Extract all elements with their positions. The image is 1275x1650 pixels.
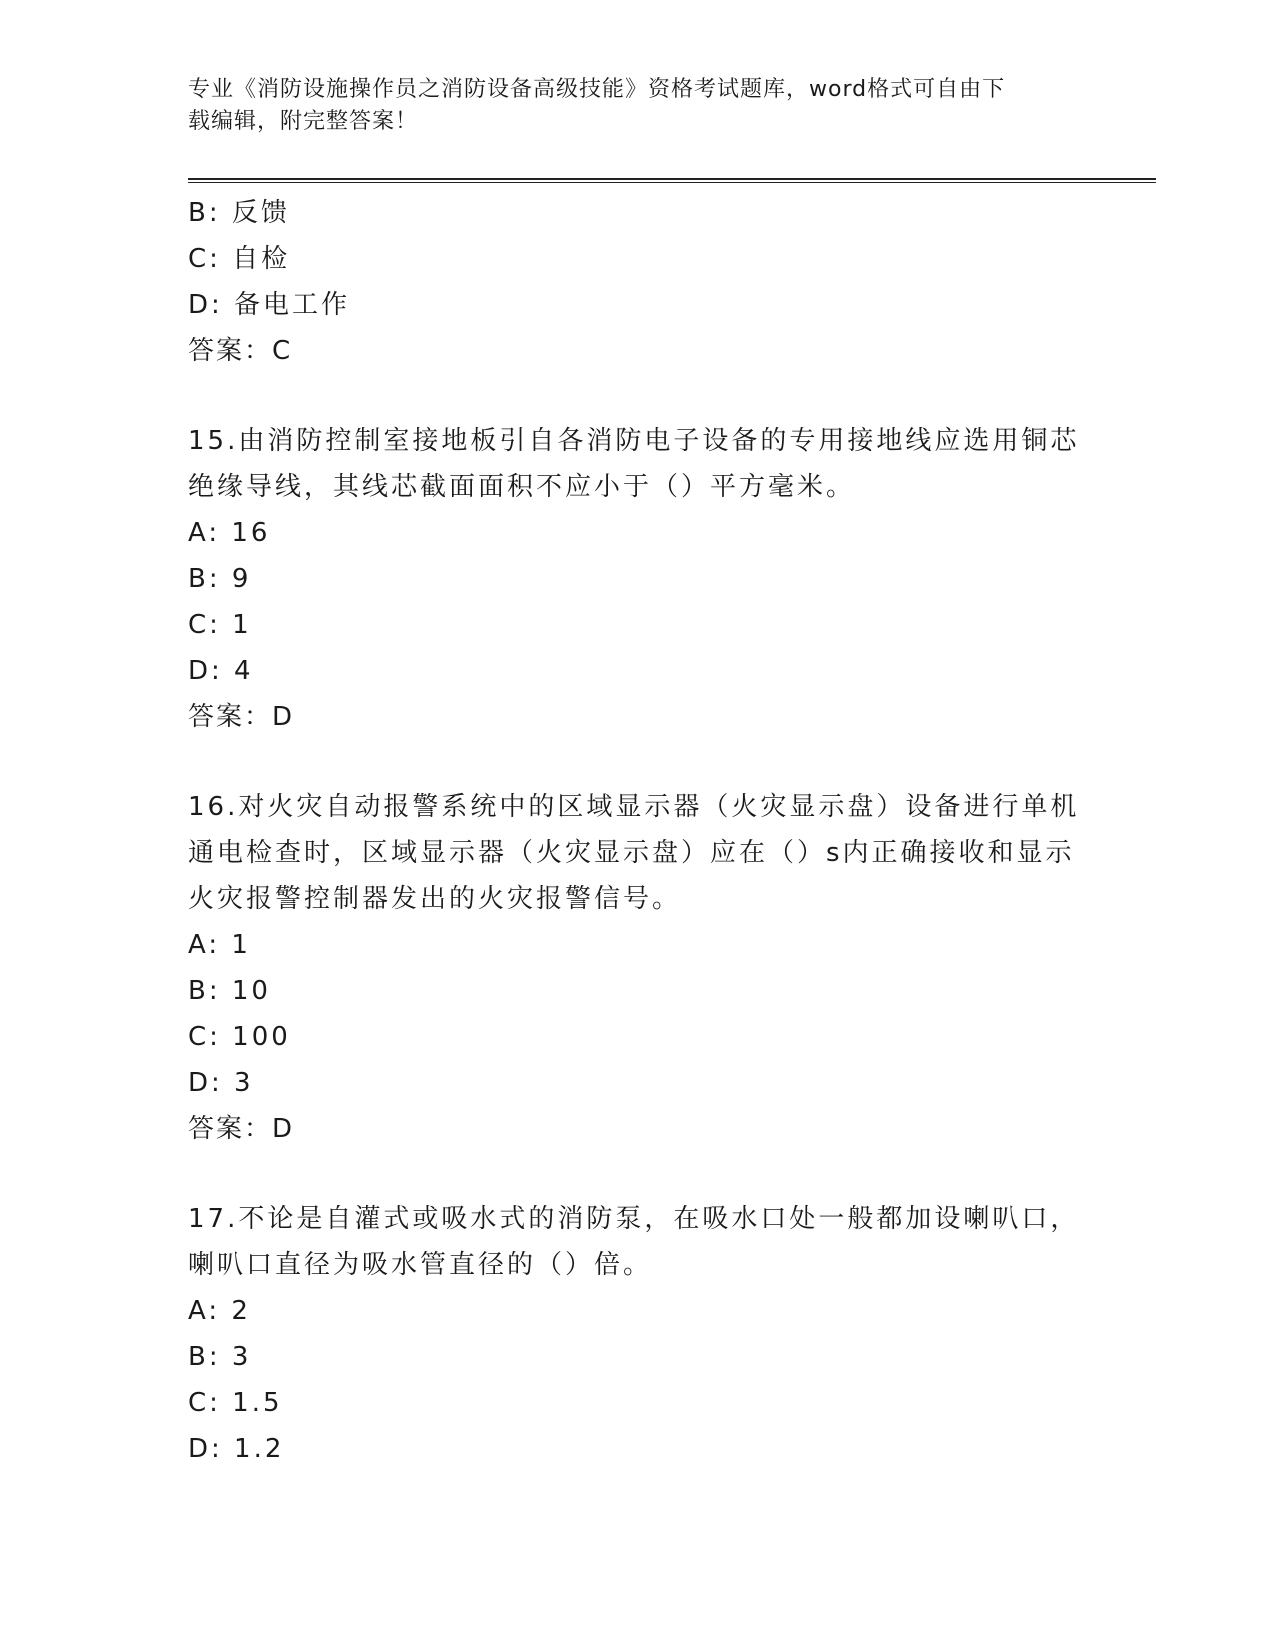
header-line-1: 专业《消防设施操作员之消防设备高级技能》资格考试题库，word格式可自由下	[188, 77, 1006, 102]
header-divider	[188, 178, 1156, 183]
page-header	[188, 74, 1068, 138]
question-stem: 喇叭口直径为吸水管直径的（）倍。	[188, 1250, 653, 1280]
option-d: D: 备电工作	[188, 290, 351, 320]
option-a: A: 2	[188, 1296, 251, 1326]
continued-question	[188, 190, 1088, 374]
question-stem: 通电检查时，区域显示器（火灾显示盘）应在（）s内正确接收和显示	[188, 838, 1075, 868]
header-line-2: 载编辑，附完整答案！	[188, 109, 419, 134]
answer-line: 答案：D	[188, 702, 295, 732]
question-stem: 火灾报警控制器发出的火灾报警信号。	[188, 884, 682, 914]
question-stem: 绝缘导线，其线芯截面面积不应小于（）平方毫米。	[188, 472, 856, 502]
option-b: B: 3	[188, 1342, 252, 1372]
question-stem: 15.由消防控制室接地板引自各消防电子设备的专用接地线应选用铜芯	[188, 426, 1080, 456]
question-16	[188, 784, 1088, 1152]
question-stem: 16.对火灾自动报警系统中的区域显示器（火灾显示盘）设备进行单机	[188, 792, 1080, 822]
question-15	[188, 418, 1088, 740]
answer-line: 答案：C	[188, 336, 293, 366]
option-c: C: 自检	[188, 244, 291, 274]
option-c: C: 1	[188, 610, 252, 640]
answer-line: 答案：D	[188, 1114, 295, 1144]
question-stem: 17.不论是自灌式或吸水式的消防泵，在吸水口处一般都加设喇叭口，	[188, 1204, 1080, 1234]
option-a: A: 16	[188, 518, 271, 548]
option-d: D: 4	[188, 656, 254, 686]
question-17	[188, 1196, 1088, 1472]
option-c: C: 100	[188, 1022, 291, 1052]
option-a: A: 1	[188, 930, 251, 960]
question-content	[188, 190, 1088, 1472]
option-b: B: 9	[188, 564, 252, 594]
option-b: B: 10	[188, 976, 271, 1006]
option-c: C: 1.5	[188, 1388, 283, 1418]
option-b: B: 反馈	[188, 198, 290, 228]
option-d: D: 3	[188, 1068, 254, 1098]
option-d: D: 1.2	[188, 1434, 285, 1464]
